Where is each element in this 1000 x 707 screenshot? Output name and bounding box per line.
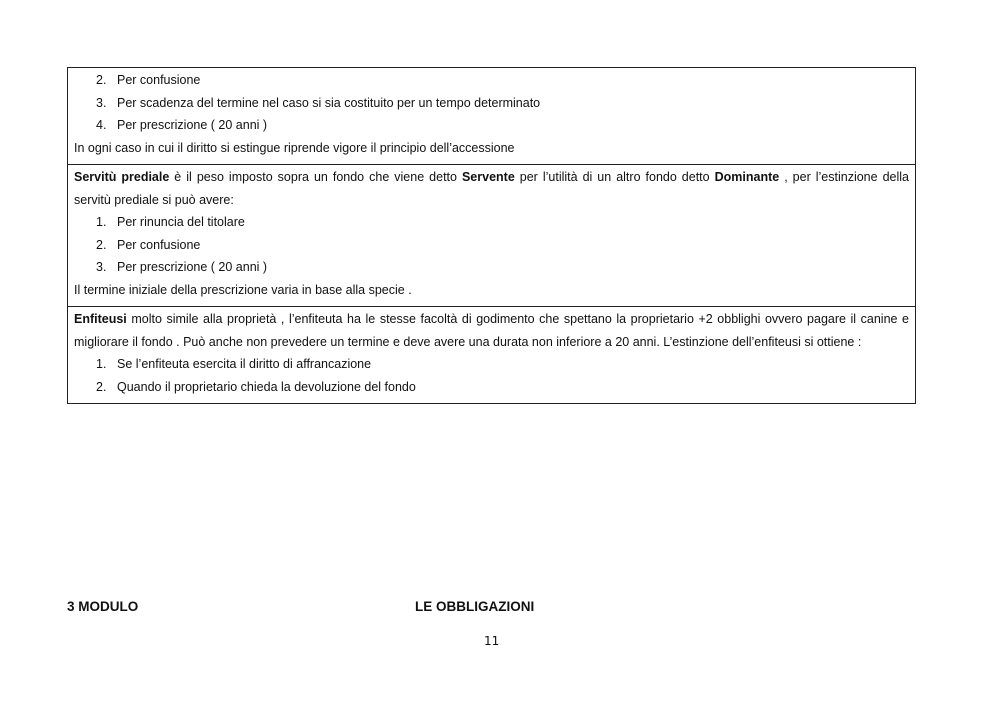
list-text: Per confusione (117, 237, 201, 252)
list-item (74, 234, 909, 257)
list-item (74, 69, 909, 92)
footer-module: 3 MODULO (67, 599, 139, 614)
cell-enfiteusi (68, 307, 916, 404)
list-item (74, 211, 909, 234)
list-number: 3. (96, 260, 107, 274)
list-text: Per confusione (117, 73, 201, 87)
list-number: 1. (96, 215, 107, 229)
list-item (74, 114, 909, 137)
list-number: 2. (96, 379, 107, 394)
list-item (74, 256, 909, 279)
list-number: 2. (96, 237, 107, 252)
paragraph (74, 308, 909, 353)
note-text: In ogni caso in cui il diritto si estingue riprende vigore il principio dell’accessione (74, 140, 515, 155)
list-number: 1. (96, 357, 107, 371)
page-number: 11 (484, 634, 500, 648)
content-table (67, 67, 916, 404)
list-number: 4. (96, 118, 107, 132)
list-text: Per prescrizione ( 20 anni ) (117, 118, 268, 132)
paragraph (74, 166, 909, 211)
bold-term: Dominante (714, 170, 780, 184)
bold-term: Servente (461, 170, 515, 184)
list-item (74, 376, 909, 399)
list-text: Per rinuncia del titolare (117, 215, 245, 229)
numbered-list (74, 69, 909, 137)
cell-estinzione-continued (68, 68, 916, 165)
list-text: Se l’enfiteuta esercita il diritto di affrancazione (117, 357, 372, 371)
list-item (74, 92, 909, 115)
numbered-list (74, 211, 909, 279)
list-number: 2. (96, 73, 107, 87)
term-heading: Enfiteusi (74, 312, 127, 326)
table-row (68, 307, 916, 404)
list-text: Per prescrizione ( 20 anni ) (117, 260, 268, 274)
list-text: Per scadenza del termine nel caso si sia costituito per un tempo determinato (117, 95, 541, 110)
list-number: 3. (96, 95, 107, 110)
note-text: Il termine iniziale della prescrizione varia in base alla specie . (74, 282, 412, 297)
paragraph-text: molto simile alla proprietà , l’enfiteuta ha le stesse facoltà di godimento che spettano la proprietario +2 obblighi ovvero pagare il canine e migliorare il fondo . Può anche non prevedere un termine e deve avere una durata non inferiore a 20 anni. L’estinzione dell’enfiteusi si ottiene : (74, 312, 909, 349)
paragraph-text: è il peso imposto sopra un fondo che viene detto (169, 170, 462, 184)
cell-servitu-prediale (68, 165, 916, 307)
list-item (74, 353, 909, 376)
paragraph-text: per l’utilità di un altro fondo detto (514, 170, 715, 184)
table-row (68, 165, 916, 307)
numbered-list (74, 353, 909, 398)
paragraph-text: , per l’estinzione della servitù prediale si può avere: (74, 170, 909, 207)
table-row (68, 68, 916, 165)
list-text: Quando il proprietario chieda la devoluzione del fondo (117, 379, 416, 394)
term-heading: Servitù prediale (74, 170, 170, 184)
footer-title: LE OBBLIGAZIONI (415, 599, 535, 614)
